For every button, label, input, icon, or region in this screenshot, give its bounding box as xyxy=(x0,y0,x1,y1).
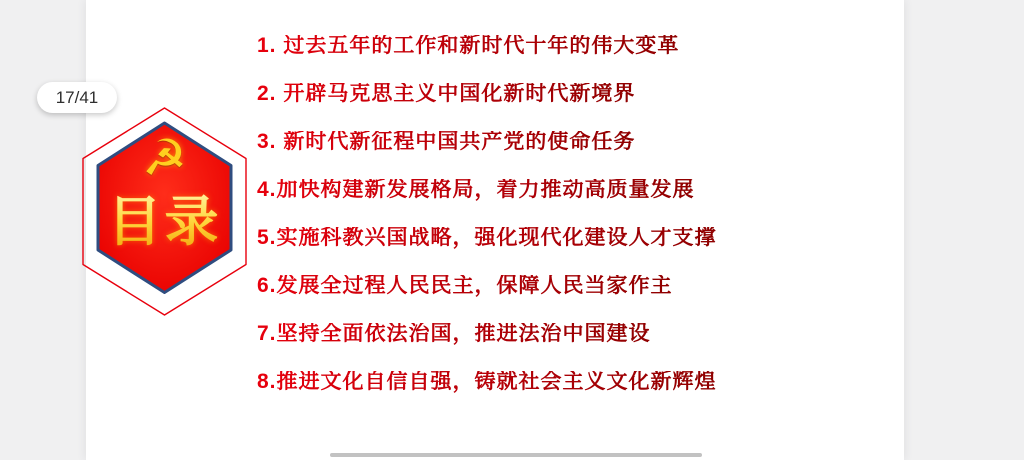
toc-list xyxy=(257,35,717,419)
toc-item-label: 2. 开辟马克思主义中国化新时代新境界 xyxy=(257,82,636,105)
toc-item-label: 5.实施科教兴国战略，强化现代化建设人才支撑 xyxy=(257,226,717,249)
toc-item xyxy=(257,131,717,153)
horizontal-scrollbar[interactable] xyxy=(330,453,702,457)
toc-item xyxy=(257,371,717,393)
party-emblem-icon: ☭ xyxy=(142,130,187,186)
toc-item xyxy=(257,275,717,297)
toc-item-label: 4.加快构建新发展格局，着力推动高质量发展 xyxy=(257,178,695,201)
toc-item xyxy=(257,323,717,345)
toc-item-label: 7.坚持全面依法治国，推进法治中国建设 xyxy=(257,322,651,345)
toc-item xyxy=(257,227,717,249)
toc-item-label: 8.推进文化自信自强，铸就社会主义文化新辉煌 xyxy=(257,370,717,393)
page-indicator xyxy=(37,82,117,113)
page-indicator-label: 17/41 xyxy=(55,87,99,107)
toc-item xyxy=(257,35,717,57)
toc-item xyxy=(257,83,717,105)
badge-title: 目录 xyxy=(81,192,248,252)
toc-item-label: 1. 过去五年的工作和新时代十年的伟大变革 xyxy=(257,34,680,57)
toc-item xyxy=(257,179,717,201)
toc-badge xyxy=(81,106,248,317)
toc-item-label: 6.发展全过程人民民主，保障人民当家作主 xyxy=(257,274,673,297)
toc-item-label: 3. 新时代新征程中国共产党的使命任务 xyxy=(257,130,636,153)
